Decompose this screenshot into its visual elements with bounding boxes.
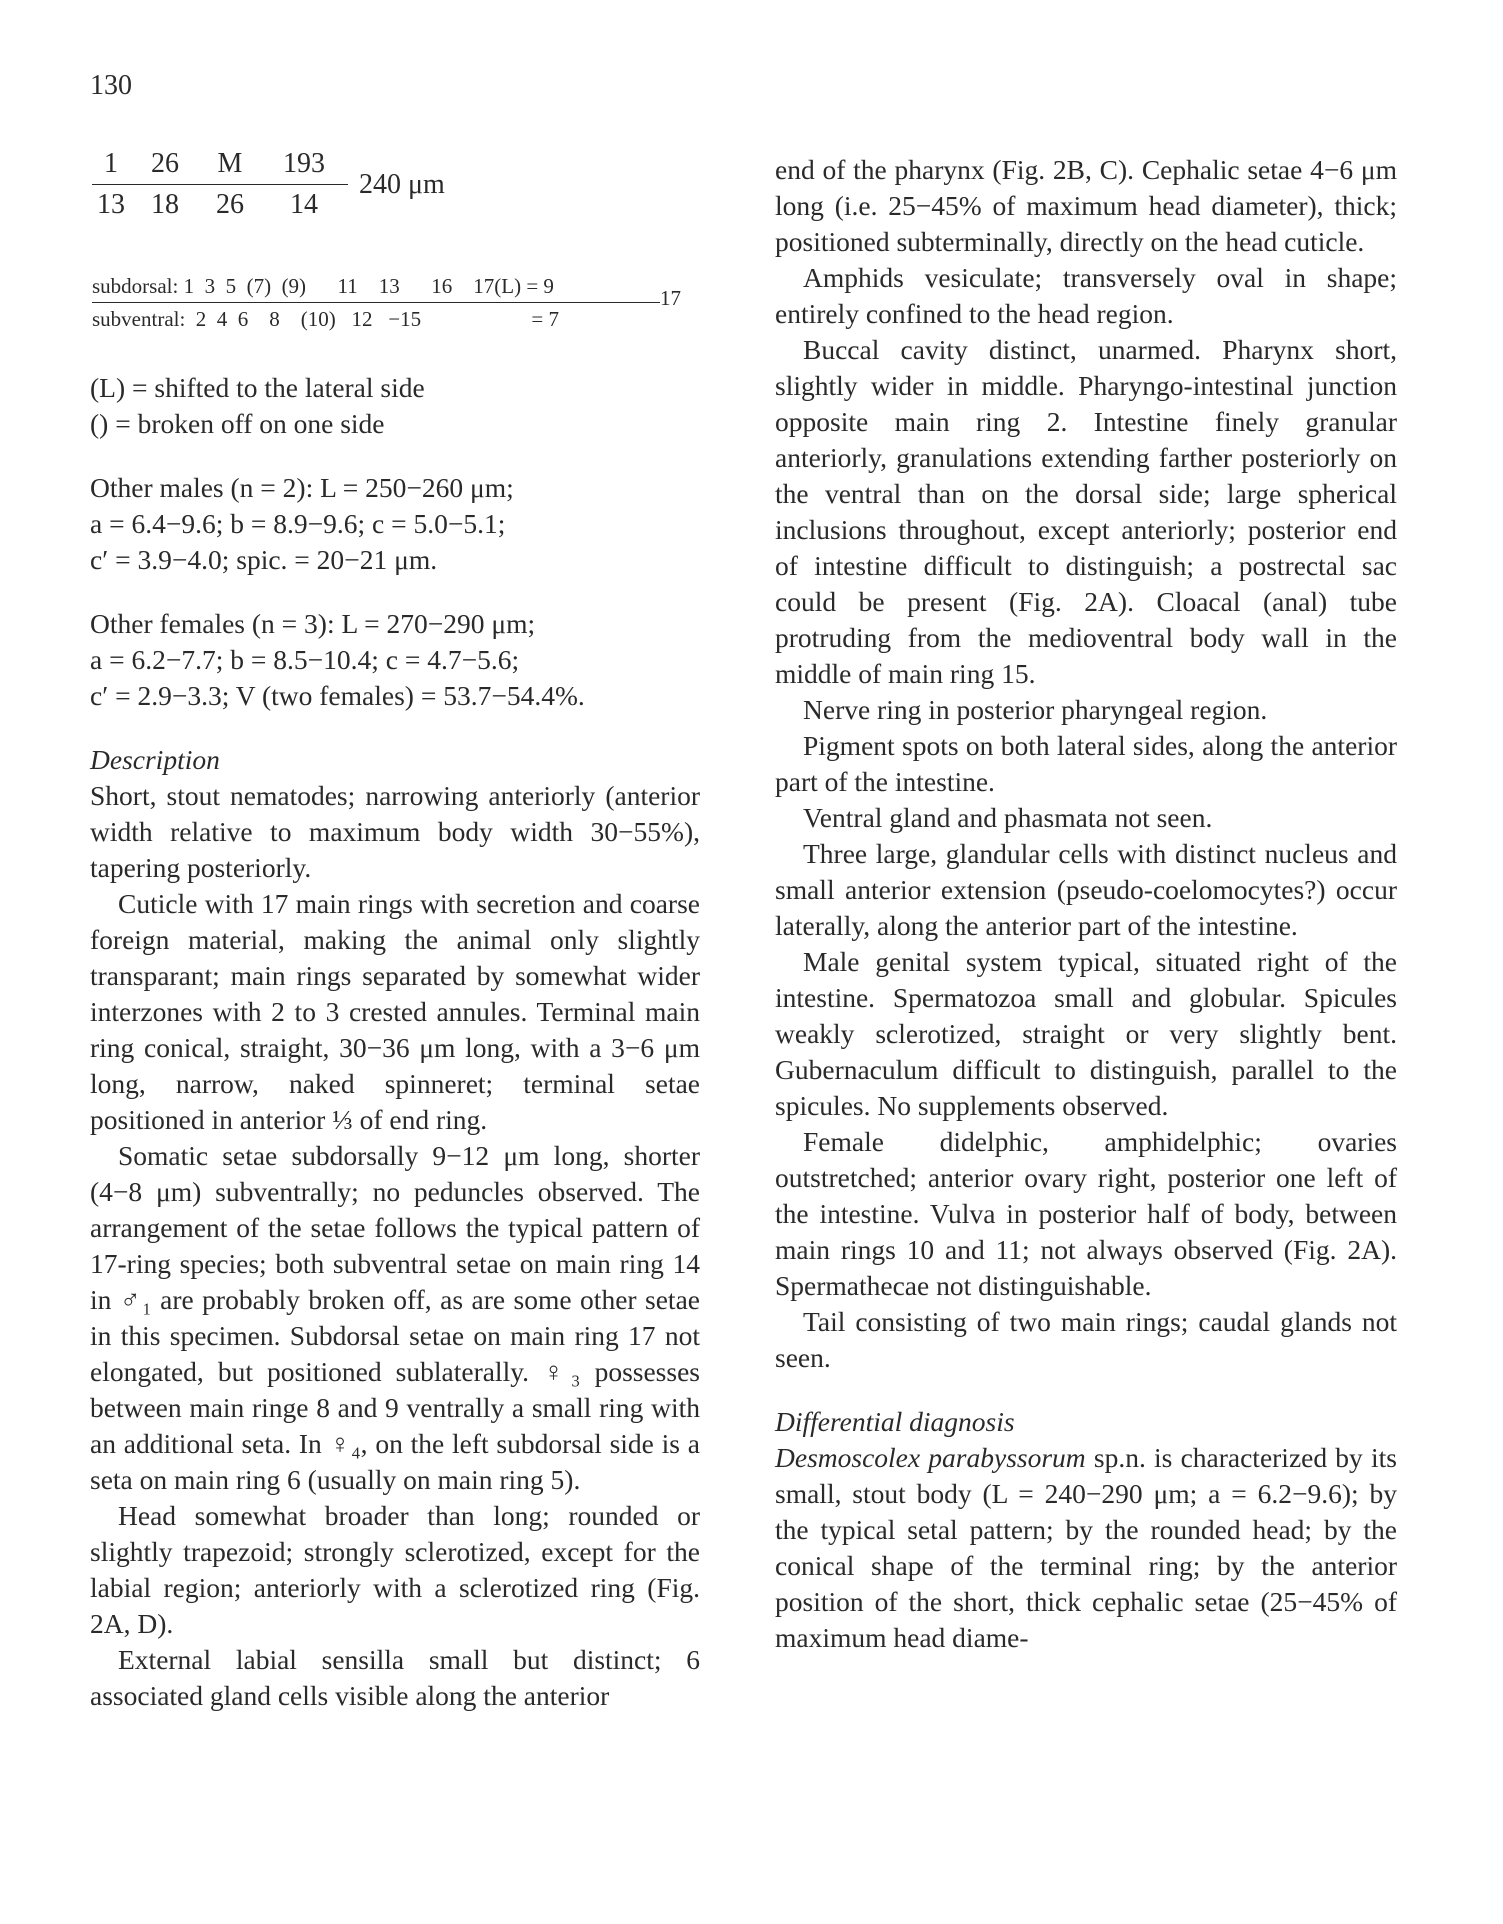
description-paragraph-5: External labial sensilla small but distinct; 6 associated gland cells visible along the anterior [90, 1644, 700, 1711]
description-heading: Description [90, 744, 220, 775]
formula-bottom-3: 26 [216, 189, 244, 220]
right-paragraph-9: Female didelphic, amphidelphic; ovaries outstretched; anterior ovary right, posterior one left of the intestine. Vulva in posterior half of body, between main rings 10 and 11; not always observed (Fig. 2A). Spermathecae not distinguishable. [775, 1126, 1397, 1301]
description-paragraph-2: Cuticle with 17 main rings with secretion and coarse foreign material, making the animal only slightly transparant; main rings separated by somewhat wider interzones with 2 to 3 crested annules. Terminal main ring conical, straight, 30−36 μm long, with a 3−6 μm long, narrow, naked spinneret; terminal setae positioned in anterior ⅓ of end ring. [90, 888, 700, 1135]
setal-pattern [92, 270, 681, 335]
other-females-line-3: c′ = 2.9−3.3; V (two females) = 53.7−54.4%. [90, 680, 585, 711]
formula-top-2: 26 [151, 148, 179, 179]
formula-bottom-4: 14 [290, 189, 318, 220]
formula-fraction [92, 148, 348, 221]
differential-diagnosis-text [775, 1440, 1397, 1656]
setal-total: 17 [660, 286, 681, 310]
right-paragraph-4: Nerve ring in posterior pharyngeal region. [803, 694, 1268, 725]
formula-bottom-2: 18 [151, 189, 179, 220]
species-name: Desmoscolex parabyssorum [775, 1442, 1086, 1473]
right-paragraph-8: Male genital system typical, situated right of the intestine. Spermatozoa small and globular. Spicules weakly sclerotized, straight or very slightly bent. Gubernaculum difficult to distinguish, parallel to the spicules. No supplements observed. [775, 946, 1397, 1121]
setal-subdorsal: subdorsal: 1 3 5 (7) (9) 11 13 16 17(L) = 9 [92, 270, 660, 303]
other-females-line-1: Other females (n = 3): L = 270−290 μm; [90, 608, 536, 639]
right-paragraph-6: Ventral gland and phasmata not seen. [803, 802, 1213, 833]
diagnosis-body: sp.n. is characterized by its small, stout body (L = 240−290 μm; a = 6.2−9.6); by the typical setal pattern; by the rounded head; by the conical shape of the terminal ring; by the anterior position of the short, thick cephalic setae (25−45% of maximum head diame- [775, 1442, 1397, 1653]
description-paragraph-3: Somatic setae subdorsally 9−12 μm long, shorter (4−8 μm) subventrally; no peduncles observed. The arrangement of the setae follows the typical pattern of 17-ring species; both subventral setae on main ring 14 in ♂₁ are probably broken off, as are some other setae in this specimen. Subdorsal setae on main ring 17 not elongated, but positioned sublaterally. ♀₃ possesses between main ringe 8 and 9 ventrally a small ring with an additional seta. In ♀₄, on the left subdorsal side is a seta on main ring 6 (usually on main ring 5). [90, 1140, 700, 1495]
right-paragraph-3: Buccal cavity distinct, unarmed. Pharynx short, slightly wider in middle. Pharyngo-intestinal junction opposite main ring 2. Intestine finely granular anteriorly, granulations extending farther posteriorly on the ventral than on the dorsal side; large spherical inclusions throughout, except anteriorly; posterior end of intestine difficult to distinguish; a postrectal sac could be present (Fig. 2A). Cloacal (anal) tube protruding from the medioventral body wall in the middle of main ring 15. [775, 334, 1397, 689]
legend-broken: () = broken off on one side [90, 408, 385, 439]
right-paragraph-1: end of the pharynx (Fig. 2B, C). Cephalic setae 4−6 μm long (i.e. 25−45% of maximum head diameter), thick; positioned subterminally, directly on the head cuticle. [775, 154, 1397, 257]
right-column [775, 152, 1397, 1656]
formula-top-1: 1 [104, 148, 118, 179]
other-males-line-3: c′ = 3.9−4.0; spic. = 20−21 μm. [90, 544, 438, 575]
formula-top-3: M [217, 148, 243, 179]
formula-bottom-1: 13 [97, 189, 125, 220]
formula-result: 240 μm [359, 168, 445, 200]
other-females-line-2: a = 6.2−7.7; b = 8.5−10.4; c = 4.7−5.6; [90, 644, 520, 675]
right-paragraph-7: Three large, glandular cells with distinct nucleus and small anterior extension (pseudo-coelomocytes?) occur laterally, along the anterior part of the intestine. [775, 838, 1397, 941]
description-paragraph-4: Head somewhat broader than long; rounded or slightly trapezoid; strongly sclerotized, except for the labial region; anteriorly with a sclerotized ring (Fig. 2A, D). [90, 1500, 700, 1639]
differential-diagnosis-heading: Differential diagnosis [775, 1406, 1015, 1437]
legend-lateral: (L) = shifted to the lateral side [90, 372, 425, 403]
formula-top-4: 193 [283, 148, 325, 179]
left-column [90, 370, 700, 1714]
setal-subventral: subventral: 2 4 6 8 (10) 12 −15 = 7 [92, 307, 559, 331]
other-males-line-1: Other males (n = 2): L = 250−260 μm; [90, 472, 514, 503]
de-man-formula [92, 148, 445, 221]
other-males-line-2: a = 6.4−9.6; b = 8.9−9.6; c = 5.0−5.1; [90, 508, 506, 539]
description-paragraph-1: Short, stout nematodes; narrowing anteriorly (anterior width relative to maximum body width 30−55%), tapering posteriorly. [90, 780, 700, 883]
right-paragraph-10: Tail consisting of two main rings; caudal glands not seen. [775, 1306, 1397, 1373]
right-paragraph-2: Amphids vesiculate; transversely oval in shape; entirely confined to the head region. [775, 262, 1397, 329]
right-paragraph-5: Pigment spots on both lateral sides, along the anterior part of the intestine. [775, 730, 1397, 797]
page-number: 130 [90, 70, 132, 101]
